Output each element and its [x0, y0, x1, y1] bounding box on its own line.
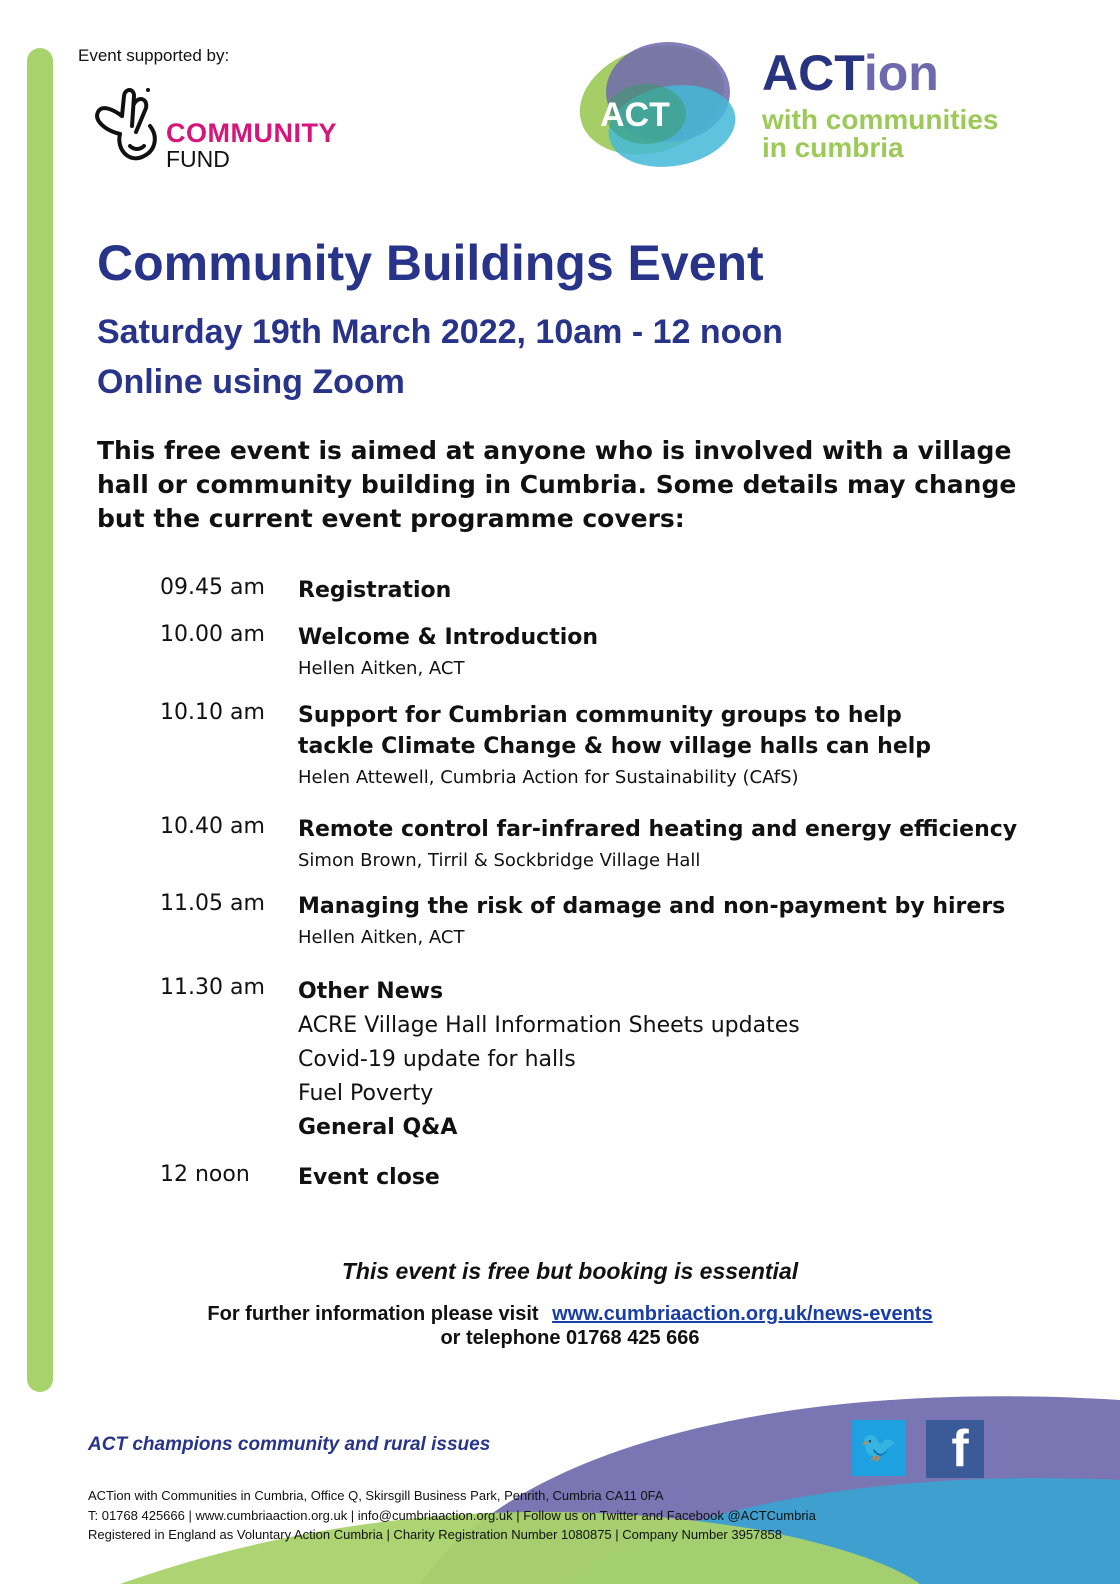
event-title: Community Buildings Event	[97, 235, 764, 291]
programme-time: 10.40 am	[160, 814, 265, 839]
footer-address: ACTion with Communities in Cumbria, Office Q, Skirsgill Business Park, Penrith, Cumbria CA11 0FA	[88, 1488, 664, 1503]
further-info	[0, 1303, 1120, 1326]
footer-wave-background	[0, 1380, 1120, 1584]
programme-time: 10.00 am	[160, 622, 265, 647]
telephone-info: or telephone 01768 425 666	[440, 1327, 700, 1349]
programme-speaker: Simon Brown, Tirril & Sockbridge Village Hall	[298, 850, 701, 871]
programme-title: Registration	[298, 578, 452, 603]
supported-by-label: Event supported by:	[78, 46, 230, 65]
footer-registration: Registered in England as Voluntary Action Cumbria | Charity Registration Number 1080875 | Company Number 3957858	[88, 1527, 782, 1542]
community-fund-word2: FUND	[166, 146, 230, 172]
twitter-button[interactable]	[852, 1420, 906, 1476]
event-date: Saturday 19th March 2022, 10am - 12 noon	[97, 313, 783, 351]
facebook-button[interactable]	[926, 1420, 984, 1478]
act-title-main: ACT	[762, 45, 864, 101]
news-events-link[interactable]: www.cumbriaaction.org.uk/news-events	[552, 1303, 933, 1325]
programme-title: Welcome & Introduction	[298, 625, 599, 650]
programme-time: 11.30 am	[160, 975, 265, 1000]
crossed-fingers-icon	[97, 90, 155, 158]
act-logo-graphic	[560, 40, 740, 175]
event-venue: Online using Zoom	[97, 363, 405, 401]
booking-note: This event is free but booking is essential	[341, 1258, 799, 1284]
programme-speaker: Hellen Aitken, ACT	[298, 927, 465, 948]
registered-mark	[146, 88, 150, 92]
programme-title: Event close	[298, 1165, 440, 1190]
programme-title-continued: tackle Climate Change & how village halls can help	[298, 734, 932, 759]
further-info-prefix: For further information please visit	[207, 1303, 539, 1325]
programme-subitem: Covid-19 update for halls	[298, 1047, 576, 1072]
facebook-icon: f	[951, 1420, 969, 1478]
programme-title: Support for Cumbrian community groups to help	[298, 703, 902, 728]
programme-time: 09.45 am	[160, 575, 265, 600]
programme-title: Managing the risk of damage and non-payment by hirers	[298, 894, 1006, 919]
programme-time: 12 noon	[160, 1162, 250, 1187]
community-fund-word1: COMMUNITY	[166, 118, 337, 148]
programme-subitem: ACRE Village Hall Information Sheets updates	[298, 1013, 800, 1038]
act-badge-text: ACT	[600, 96, 670, 134]
programme-subitem: Fuel Poverty	[298, 1081, 434, 1106]
programme-time: 10.10 am	[160, 700, 265, 725]
programme-time: 11.05 am	[160, 891, 265, 916]
programme-title: Remote control far-infrared heating and energy efficiency	[298, 817, 1018, 842]
left-accent-bar	[27, 48, 53, 1392]
act-logo-subtitle-1: with communities	[762, 104, 999, 135]
act-title-tail: ion	[863, 45, 939, 101]
event-intro: This free event is aimed at anyone who is involved with a village hall or community building in Cumbria. Some details may change but the current event programme covers:	[97, 436, 1017, 533]
act-logo-subtitle-2: in cumbria	[762, 132, 904, 163]
footer-tagline: ACT champions community and rural issues	[88, 1434, 491, 1455]
act-logo-title	[762, 45, 939, 101]
twitter-icon: 🐦	[860, 1430, 898, 1465]
footer-contact: T: 01768 425666 | www.cumbriaaction.org.uk | info@cumbriaaction.org.uk | Follow us on Twitter and Facebook @ACTCumbria	[88, 1508, 816, 1523]
programme-speaker: Helen Attewell, Cumbria Action for Sustainability (CAfS)	[298, 767, 799, 788]
programme-title: Other News	[298, 979, 444, 1004]
programme-speaker: Hellen Aitken, ACT	[298, 658, 465, 679]
programme-subitem: General Q&A	[298, 1115, 458, 1140]
